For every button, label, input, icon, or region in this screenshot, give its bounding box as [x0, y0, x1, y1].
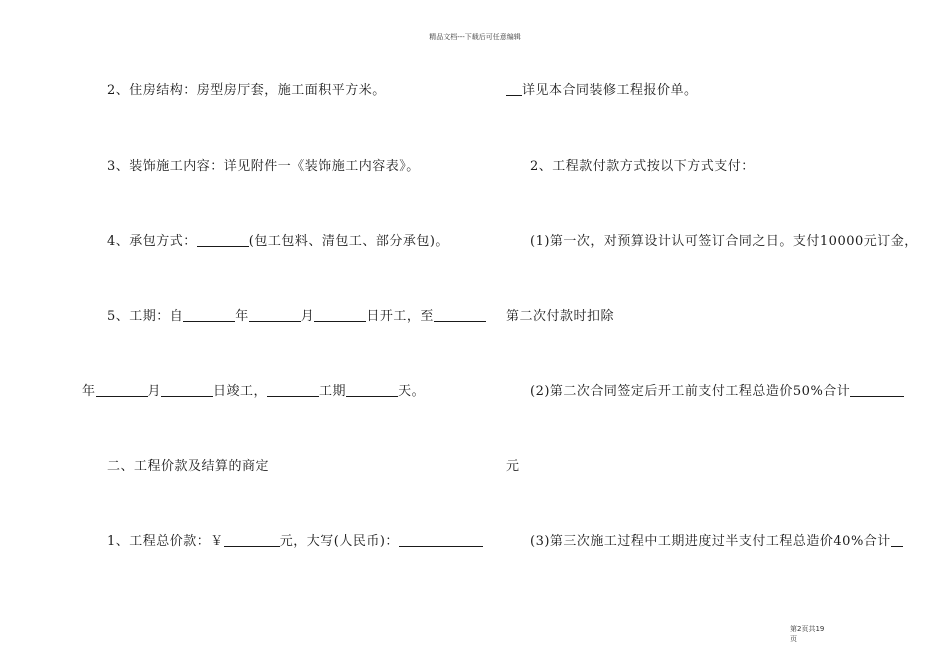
contract-method-label: 4、承包方式： [107, 234, 197, 249]
blank-field [161, 384, 213, 397]
total-price-label: 1、工程总价款：￥ [107, 534, 224, 549]
page-number-line2: 页 [790, 635, 797, 643]
page-number-line1: 第2页共19 [790, 625, 825, 633]
uppercase-label: 元，大写(人民币)： [279, 534, 399, 549]
third-payment-line [530, 530, 903, 549]
blank-field [183, 309, 235, 322]
section-heading: 二、工程价款及结算的商定 [107, 459, 270, 474]
schedule-label: 5、工期：自 [107, 309, 184, 324]
blank-field [506, 83, 522, 96]
blank-field [197, 234, 249, 247]
blank-field [434, 309, 486, 322]
blank-field [850, 384, 904, 397]
quote-reference-text: 详见本合同装修工程报价单。 [522, 83, 698, 98]
blank-field [267, 384, 319, 397]
blank-field [891, 534, 903, 547]
blank-field [224, 534, 280, 547]
days-label: 天。 [398, 384, 426, 399]
completion-label: 日竣工， [213, 384, 268, 399]
yuan-line: 元 [506, 459, 520, 474]
month-label: 月 [147, 384, 162, 399]
year-label: 年 [82, 384, 96, 399]
second-payment-line [530, 380, 904, 399]
month-label: 月 [300, 309, 315, 324]
blank-field [346, 384, 398, 397]
first-payment-deduction-line: 第二次付款时扣除 [506, 309, 615, 324]
duration-label: 工期 [319, 384, 347, 399]
start-label: 日开工，至 [366, 309, 434, 324]
first-payment-line: (1)第一次，对预算设计认可签订合同之日。支付10000元订金， [530, 234, 918, 249]
contract-method-options: (包工包料、清包工、部分承包)。 [248, 234, 449, 249]
page-number [790, 624, 840, 644]
payment-method-line: 2、工程款付款方式按以下方式支付： [530, 159, 755, 174]
blank-field [399, 534, 483, 547]
third-payment-text: (3)第三次施工过程中工期进度过半支付工程总造价40%合计 [530, 534, 891, 549]
schedule-start-line [107, 305, 486, 324]
schedule-end-line [82, 380, 425, 399]
quote-reference-line [506, 79, 698, 98]
second-payment-text: (2)第二次合同签定后开工前支付工程总造价50%合计 [530, 384, 851, 399]
total-price-line [107, 530, 483, 549]
contract-method-line [107, 230, 449, 249]
construction-content-line: 3、装饰施工内容：详见附件一《装饰施工内容表》。 [107, 159, 420, 174]
blank-field [96, 384, 148, 397]
blank-field [249, 309, 301, 322]
year-label: 年 [235, 309, 249, 324]
page-header: 精品文档---下载后可任意编辑 [429, 33, 521, 41]
blank-field [314, 309, 366, 322]
housing-structure-line: 2、住房结构：房型房厅套，施工面积平方米。 [107, 83, 386, 98]
